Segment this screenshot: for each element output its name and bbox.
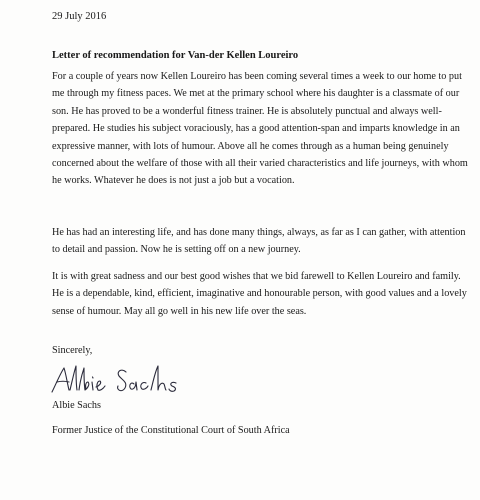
- body-paragraph-2: He has had an interesting life, and has done many things, always, as far as I can gather, with attention to detail and passion. Now he is setting off on a new journey.: [52, 227, 466, 256]
- signer-role: Former Justice of the Constitutional Court of South Africa: [52, 425, 290, 436]
- body-paragraph-3: It is with great sadness and our best good wishes that we bid farewell to Kellen Loureiro and family. He is a dependable, kind, efficient, imaginative and honourable person, with good values and a lovely sense of humour. May all go well in his new life over the seas.: [52, 271, 467, 317]
- letter-title: Letter of recommendation for Van-der Kellen Loureiro: [52, 50, 299, 61]
- signer-name: Albie Sachs: [52, 400, 101, 411]
- body-paragraph-1: For a couple of years now Kellen Loureiro has been coming several times a week to our home to put me through my fitness paces. We met at the primary school where his daughter is a classmate of our son. He has proved to be a wonderful fitness trainer. He is absolutely punctual and always well-prepared. He studies his subject voraciously, has a good attention-span and imparts knowledge in an expressive manner, with lots of humour. Above all he comes through as a human being genuinely concerned about the welfare of those with all their varied characteristics and life journeys, with whom he works. Whatever he does is not just a job but a vocation.: [52, 71, 468, 187]
- letter-date: 29 July 2016: [52, 11, 107, 22]
- closing-salutation: Sincerely,: [52, 345, 93, 356]
- handwritten-signature: [48, 362, 218, 398]
